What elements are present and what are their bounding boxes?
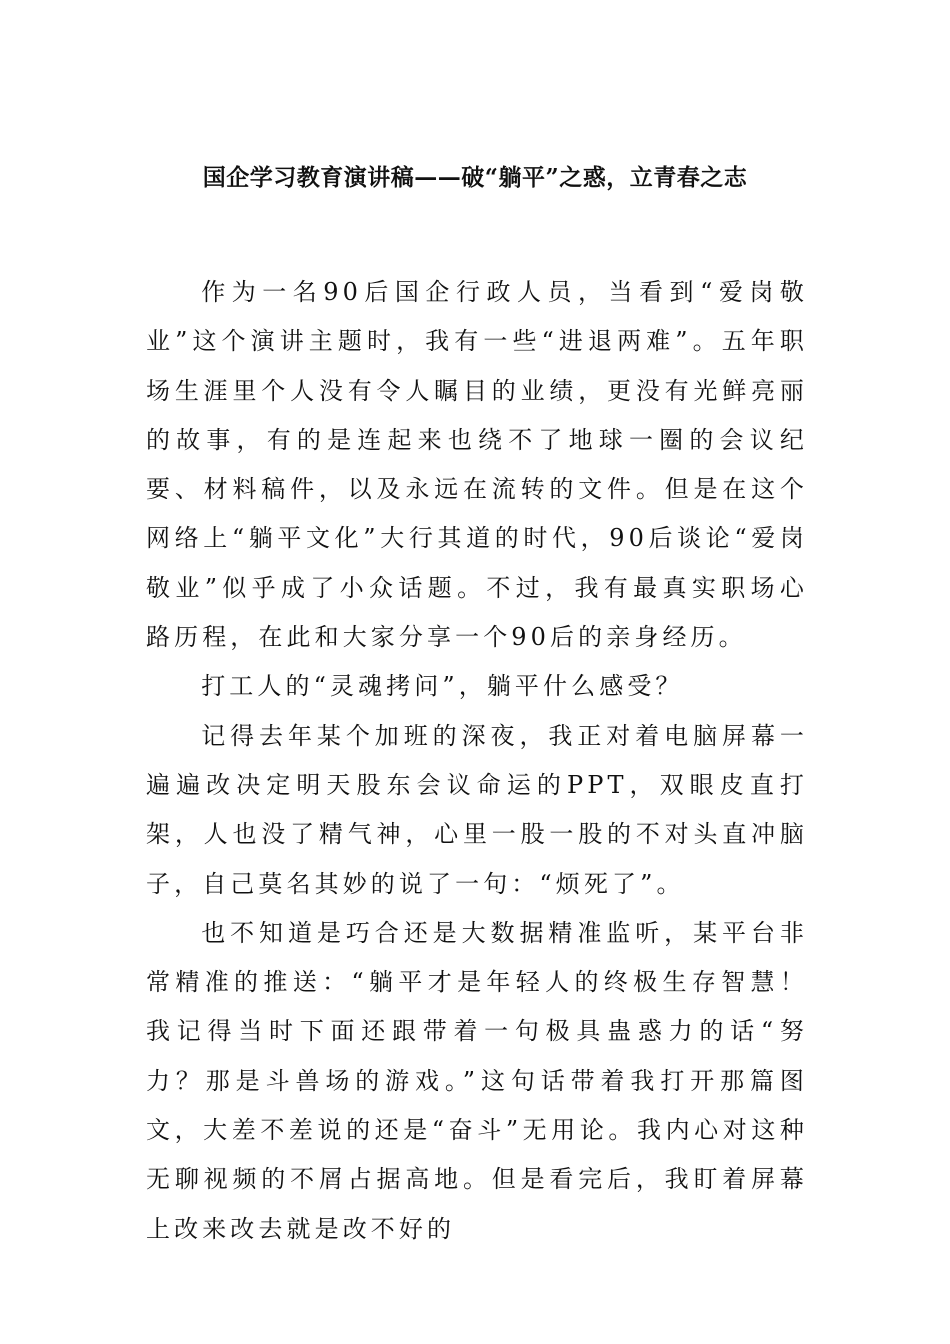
paragraph-question: 打工人的“灵魂拷问”，躺平什么感受？	[201, 672, 684, 701]
document-title: 国企学习教育演讲稿——破“躺平”之惑，立青春之志	[202, 164, 748, 191]
paragraph-platform-push: 也不知道是巧合还是大数据精准监听，某平台非常精准的推送：“躺平才是年轻人的终极生存智慧！我记得当时下面还跟带着一句极具蛊惑力的话“努力？那是斗兽场的游戏。”这句话带着我打开那篇图文，大差不差说的还是“奋斗”无用论。我内心对这种无聊视频的不屑占据高地。但是看完后，我盯着屏幕上改来改去就是改不好的	[146, 918, 808, 1243]
document-body	[146, 268, 808, 1254]
paragraph-overtime-night: 记得去年某个加班的深夜，我正对着电脑屏幕一遍遍改决定明天股东会议命运的PPT，双眼皮直打架，人也没了精气神，心里一股一股的不对头直冲脑子，自己莫名其妙的说了一句：“烦死了”。	[146, 721, 808, 898]
paragraph-intro: 作为一名90后国企行政人员，当看到“爱岗敬业”这个演讲主题时，我有一些“进退两难”。五年职场生涯里个人没有令人瞩目的业绩，更没有光鲜亮丽的故事，有的是连起来也绕不了地球一圈的会议纪要、材料稿件，以及永远在流转的文件。但是在这个网络上“躺平文化”大行其道的时代，90后谈论“爱岗敬业”似乎成了小众话题。不过，我有最真实职场心路历程，在此和大家分享一个90后的亲身经历。	[146, 278, 808, 652]
